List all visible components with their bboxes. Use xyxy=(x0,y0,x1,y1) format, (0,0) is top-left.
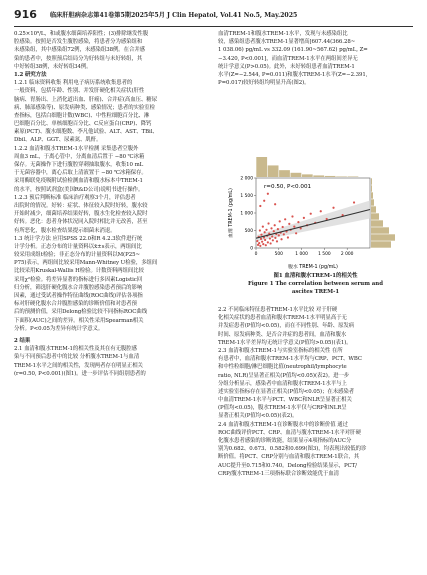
x-histogram-bar xyxy=(325,176,336,177)
scatter-point xyxy=(267,193,269,195)
left-text-column xyxy=(14,30,209,378)
scatter-point xyxy=(262,243,264,245)
scatter-point xyxy=(264,231,266,233)
text-line: ratio, NLR)呈显著正相关(P值均<0.05)(表2)。进一步 xyxy=(218,372,350,379)
text-line: 染与不同预后患者中的比较 分析腹水TREM-1与血清 xyxy=(14,354,140,361)
text-line: 显著正相关(P值均<0.05)(表2)。 xyxy=(218,413,298,420)
text-line: 保存。无菌操作下进行腹腔穿刺抽取腹水，收集10 mL xyxy=(14,162,144,168)
text-line: 较，感染组患者腹水TREM-1显著增高[607.44(366.28~ xyxy=(218,39,356,46)
text-line: 开始时减少，细菌培养结果好转，腹水生化检查较入院时 xyxy=(14,211,148,218)
text-line: 下面积(AUC)之间的差异。相关性采用Spearman相关 xyxy=(14,317,144,324)
figure-caption xyxy=(218,272,413,296)
scatter-point xyxy=(279,220,281,222)
scatter-point xyxy=(269,242,271,244)
scatter-point xyxy=(287,236,289,238)
scatter-point xyxy=(310,213,312,215)
text-line: 分析。P<0.05为差异有统计学意义。 xyxy=(14,325,104,332)
text-line: 巴细胞百分比、单核细胞百分比、C反应蛋白(CRP)、降钙 xyxy=(14,121,152,128)
y-histogram-bar xyxy=(371,227,389,233)
x-axis-label: 腹水 TREM-1 (pg/mL) xyxy=(288,265,338,270)
figure-caption-cn: 图1 血清和腹水TREM-1的相关性 xyxy=(273,273,358,279)
scatter-point xyxy=(274,237,276,239)
scatter-point xyxy=(260,234,262,236)
text-line: 中血清TREM-1水平与PCT、WBC和NLR呈显著正相关 xyxy=(218,397,352,404)
text-line: (P值均<0.05)，腹水TREM-1水平仅与CRP和NLR呈 xyxy=(218,405,347,412)
scatter-point xyxy=(259,229,261,231)
scatter-point xyxy=(293,226,295,228)
text-line: 化相关症状的患者血清和腹水TREM-1水平明显高于无 xyxy=(218,315,347,322)
scatter-point xyxy=(284,218,286,220)
text-line: 2.3 血清和腹水TREM-1与实验室指标的相关性 在所 xyxy=(218,347,343,354)
text-line: (r=0.50, P<0.001)(图1)。进一步评估不同组别患者的 xyxy=(14,370,146,377)
y-tick-label: 2 000 xyxy=(240,176,253,182)
y-histogram-bar xyxy=(371,185,372,191)
scatter-point xyxy=(295,232,297,234)
x-tick-label: 1 500 xyxy=(318,252,331,257)
text-line: 出院时的情况。好转：症状、体征较入院时好转，腹水较 xyxy=(14,202,148,209)
page-header xyxy=(14,8,413,24)
scatter-point xyxy=(259,245,261,247)
x-histogram-bar xyxy=(313,175,324,177)
text-line: 述实验室指标存在显著正相关(P值均<0.05)；在未感染者 xyxy=(218,388,355,395)
y-axis-label: 血清 TREM-1 (pg/mL) xyxy=(229,188,234,238)
scatter-point xyxy=(276,240,278,242)
text-line: AUC提升至0.715和0.740。Delong检验结果显示，PCT/ xyxy=(218,462,357,469)
scatter-point xyxy=(297,221,299,223)
text-line: 断价值。将PCT、CRP分别与血清和腹水TREM-1联合，其 xyxy=(218,454,360,461)
scatter-point xyxy=(280,238,282,240)
scatter-point xyxy=(260,238,262,240)
text-line: P75)表示，两组间比较采用Mann-Whitney U检验，多组间 xyxy=(14,260,158,267)
text-line: 和中性粒细胞/淋巴细胞比值(neutrophil/lymphocyte xyxy=(218,364,347,371)
text-line: 水平(Z=−2.544, P=0.011)和腹水TREM-1水平(Z=−2.391, xyxy=(218,71,368,78)
text-line: 采用酶联免疫吸附试验检测血清和腹水标本中TREM-1 xyxy=(14,178,143,185)
x-tick-label: 2 000 xyxy=(340,252,354,257)
scatter-point xyxy=(272,239,274,241)
y-histogram-bar xyxy=(371,213,379,219)
scatter-point xyxy=(282,226,284,228)
figure-caption-en-line2: ascites TREM-1 xyxy=(291,289,340,295)
text-line: 后的预测价值，采用Delong检验比较不同指标ROC曲线 xyxy=(14,309,148,316)
x-histogram-bar xyxy=(348,176,359,177)
text-line: 2 结果 xyxy=(14,337,31,344)
scatter-point xyxy=(278,234,280,236)
scatter-point xyxy=(270,227,272,229)
x-histogram-bar xyxy=(268,165,279,177)
text-line: 别为0.682、0.673、0.582和0.699(图3)，均表现出较低的诊 xyxy=(218,446,367,453)
text-line: 化腹水患者感染的诊断效能，结果显示4项指标的AUC分 xyxy=(218,438,352,444)
header-divider xyxy=(14,26,413,27)
text-line: 1.2.2 血清和腹水TREM-1水平检测 采集患者空腹外 xyxy=(14,145,139,152)
text-line: 2.2 不同临床特征患者TREM-1水平比较 对于肝硬 xyxy=(218,307,338,313)
scatter-point xyxy=(332,207,334,209)
right-text-column-bottom xyxy=(218,306,413,478)
text-line: 标对肝硬化腹水合并腹腔感染的诊断价值和对患者预 xyxy=(14,301,137,308)
text-line: 脑病、胃肠出、上消化道出血、肝癌)、合并症(高血压、糖尿 xyxy=(14,96,157,103)
y-histogram-bar xyxy=(371,178,372,184)
text-line: 1.2.3 预后判断标准 临床治疗观察3个月，评估患者 xyxy=(14,194,136,201)
text-line: 染的患者中，按照预后结局分为好转组与未好转组，其 xyxy=(14,55,143,62)
scatter-point xyxy=(277,228,279,230)
text-line: 于无菌容器中，离心后取上清液置于 −80 ℃冰箱保存。 xyxy=(14,170,147,177)
scatter-point xyxy=(283,233,285,235)
scatter-point xyxy=(291,215,293,217)
text-line: 有所恶化，腹水检查结果提示细菌未消退。 xyxy=(14,227,116,234)
scatter-point xyxy=(303,217,305,219)
text-line: ROC曲线评价PCT、CRP、血清与腹水TREM-1水平对肝硬 xyxy=(218,429,361,436)
text-line: 较采用成组t检验；非正态分布的计量资料以M(P25~ xyxy=(14,252,140,259)
scatter-point xyxy=(353,201,355,203)
text-line: 因素，通过受试者操作特征曲线(ROC曲线)评估各项指 xyxy=(14,293,143,299)
text-line: 分组分析显示，感染者中血清和腹水TREM-1水平与上 xyxy=(218,380,347,387)
y-tick-label: 1 500 xyxy=(240,194,253,200)
x-tick-label: 500 xyxy=(274,252,283,257)
scatter-point xyxy=(274,224,276,226)
x-tick-label: 0 xyxy=(254,252,258,257)
text-line: 1 038.06) pg/mL vs 332.09 (161.90~567.62) pg/mL, Z= xyxy=(218,47,368,54)
x-histogram-bar xyxy=(279,170,290,177)
text-line: 中好转组38例，未好转组34例。 xyxy=(14,63,92,70)
journal-title: 临床肝胆病杂志第41卷第5期2025年5月 J Clin Hepatol, Vol.41 No.5, May.2025 xyxy=(50,12,298,19)
y-tick-label: 0 xyxy=(250,246,253,252)
y-histogram-bar xyxy=(371,234,395,240)
scatter-point xyxy=(263,200,265,202)
scatter-point xyxy=(271,235,273,237)
text-line: 一般资料，包括年龄、性别、并发肝硬化相关症状(肝性 xyxy=(14,88,145,95)
text-line: 素原(PCT)、腹水细胞数、李凡他试验、ALT、AST、TBil、 xyxy=(14,129,158,136)
text-line: 查指标，包括白细胞计数(WBC)、中性粒细胞百分比、淋 xyxy=(14,112,150,119)
x-histogram-bar xyxy=(256,157,267,177)
text-line: 2.4 血清和腹水TREM-1在诊断腹水中的诊断价值 通过 xyxy=(218,421,348,428)
text-line: 腔感染。按照是否发生腹腔感染，将患者分为感染组和 xyxy=(14,39,143,46)
y-tick-label: 1 000 xyxy=(240,211,253,217)
text-line: 0.25×10⁹/L，和或腹水细菌培养阳性；(3)排除继发性腹 xyxy=(14,31,149,37)
text-line: Dbil、ALP、GGT、尿素氮、肌酐。 xyxy=(14,137,102,144)
scatter-point xyxy=(288,223,290,225)
scatter-point xyxy=(258,242,260,244)
scatter-point xyxy=(264,239,266,241)
scatter-point xyxy=(265,229,267,231)
scatter-point xyxy=(256,240,258,242)
y-tick-label: 500 xyxy=(244,229,253,235)
scatter-point xyxy=(259,205,261,207)
text-line: 2.1 血清和腹水TREM-1的相关性及其在有无腹腔感 xyxy=(14,346,137,353)
y-histogram-bar xyxy=(371,241,391,247)
x-histogram-bar xyxy=(302,174,313,177)
figure-caption-en-line1: Figure 1 The correlation between serum and xyxy=(247,281,383,287)
y-histogram-bar xyxy=(371,206,376,212)
text-line: 并发症患者(P值均<0.05)，而在不同性别、年龄、原发病 xyxy=(218,323,355,330)
text-line: 周血3 mL，于离心管中，分离血清后置于 −80 ℃冰箱 xyxy=(14,153,145,160)
scatter-point xyxy=(273,230,275,232)
scatter-point xyxy=(262,226,264,228)
text-line: 未感染组，其中感染组72例，未感染组38例。在合并感 xyxy=(14,47,146,54)
text-line: 的水平，按照试剂盒(美国R&D公司)说明书进行操作。 xyxy=(14,186,144,193)
y-histogram-bar xyxy=(371,192,373,198)
text-line: 比较采用Kruskal-Wallis H检验。计数资料两组间比较 xyxy=(14,268,144,275)
text-line: TREM-1水平之间的相关性，发现两者存在明显正相关 xyxy=(14,362,143,369)
x-tick-label: 1 000 xyxy=(295,252,308,257)
text-line: P=0.017)较好转组均明显升高(图2)。 xyxy=(218,80,310,87)
x-histogram-bar xyxy=(291,173,302,177)
y-histogram-bar xyxy=(371,220,383,226)
scatter-point xyxy=(261,241,263,243)
text-line: 计学分析。正态分布的计量资料以x̄±s表示，两组间比 xyxy=(14,243,142,250)
text-line: 归分析，筛选肝硬化腹水合并腹腔感染患者预后的影响 xyxy=(14,284,143,291)
right-text-column-top xyxy=(218,30,413,87)
text-line: 时间、原发病种类、是否合并症的患者间，血清和腹水 xyxy=(218,331,347,338)
text-line: 1.2.1 临床资料收集 利用电子病历系统收集患者的 xyxy=(14,80,133,87)
text-line: 统计学意义(P>0.05)。此外，未好转组患者血清TREM-1 xyxy=(218,63,355,70)
scatter-point xyxy=(274,203,276,205)
scatter-point xyxy=(269,237,271,239)
text-line: 采用χ²检验。将差异显著的指标进行多因素Logistic回 xyxy=(14,276,143,283)
text-line: 1.3 统计学方法 应用SPSS 22.0和R 4.2.3软件进行统 xyxy=(14,235,143,242)
scatter-point xyxy=(265,244,267,246)
x-histogram-bar xyxy=(336,176,347,177)
text-line: CRP/腹水TREM-1三项指标联合诊断效能优于血清 xyxy=(218,470,339,477)
page-number: 916 xyxy=(14,8,37,21)
scatter-point xyxy=(267,241,269,243)
scatter-point xyxy=(320,210,322,212)
y-histogram-bar xyxy=(371,199,374,205)
scatter-point xyxy=(267,222,269,224)
correlation-annotation: r=0.50, P<0.001 xyxy=(264,184,312,190)
text-line: 有患者中，血清和腹水TREM-1水平均与CRP、PCT、WBC xyxy=(218,356,362,363)
figure-1-scatter-plot xyxy=(218,150,413,272)
text-line: 血清TREM-1和腹水TREM-1水平，发现与未感染组比 xyxy=(218,31,348,37)
text-line: 1.2 研究方法 xyxy=(14,71,47,78)
text-line: 病、肺部感染等)、原发病种类、感染情况；患者的实验室检 xyxy=(14,104,155,111)
text-line: TREM-1水平差异均无统计学意义(P值均>0.05)(表1)。 xyxy=(218,339,352,346)
text-line: 好转。恶化：患者身体状况同入院时相比并无改善，甚至 xyxy=(14,219,148,226)
text-line: −3.420, P<0.001]，而血清TREM-1水平在两组间差异无 xyxy=(218,55,358,62)
